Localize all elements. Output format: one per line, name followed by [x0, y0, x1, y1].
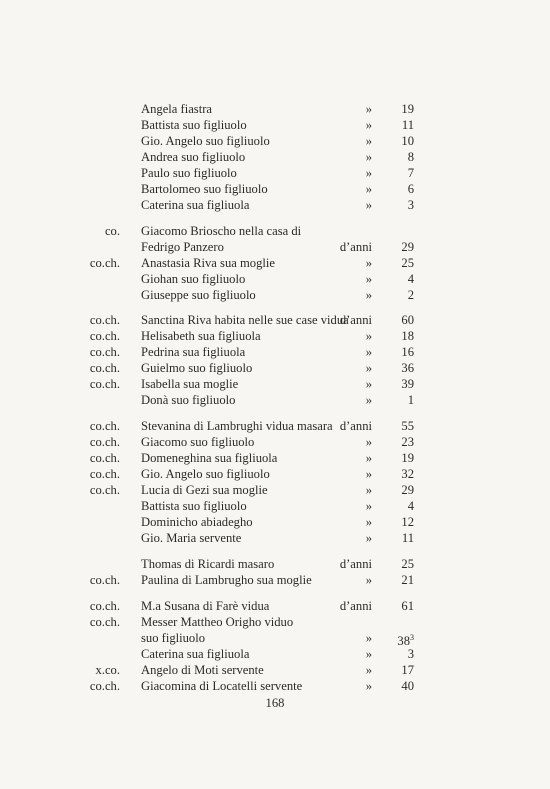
- entry-annotation: »: [365, 377, 372, 391]
- entry-prefix: co.ch.: [89, 573, 120, 587]
- entry-annotation: »: [365, 499, 372, 513]
- entry-name: Guielmo suo figliuolo: [141, 361, 253, 375]
- entry-annotation: »: [365, 272, 372, 286]
- entry-annotation: »: [365, 288, 372, 302]
- entry-prefix: co.ch.: [89, 599, 120, 613]
- entry-name: Battista suo figliuolo: [141, 499, 247, 513]
- entry-name: Angela fiastra: [141, 102, 212, 116]
- entry-annotation: »: [365, 393, 372, 407]
- entry-prefix: co.ch.: [89, 435, 120, 449]
- entry-annotation: »: [365, 647, 372, 661]
- entry-annotation: »: [365, 198, 372, 212]
- entry-age: 19: [401, 451, 414, 465]
- entry-annotation: »: [365, 435, 372, 449]
- entry-age: 39: [401, 377, 414, 391]
- entry-name: Gio. Maria servente: [141, 531, 242, 545]
- entry-age: 61: [401, 599, 414, 613]
- entry-row: [0, 571, 550, 589]
- entry-row: [0, 196, 550, 214]
- entry-prefix: co.ch.: [89, 483, 120, 497]
- entry-age: 8: [407, 150, 414, 164]
- entry-age: 1: [407, 393, 414, 407]
- entry-annotation: d’anni: [339, 419, 372, 433]
- entry-annotation: d’anni: [339, 599, 372, 613]
- entry-name: Lucia di Gezi sua moglie: [141, 483, 268, 497]
- entry-name: Bartolomeo suo figliuolo: [141, 182, 268, 196]
- entry-age: 2: [407, 288, 414, 302]
- entry-prefix: co.ch.: [89, 377, 120, 391]
- entry-age: 4: [407, 272, 414, 286]
- entry-annotation: »: [365, 679, 372, 693]
- entry-name: Caterina sua figliuola: [141, 647, 250, 661]
- entry-annotation: »: [365, 531, 372, 545]
- entry-annotation: »: [365, 663, 372, 677]
- entry-annotation: »: [365, 573, 372, 587]
- entry-name: Gio. Angelo suo figliuolo: [141, 134, 270, 148]
- entry-name: Stevanina di Lambrughi vidua masara: [141, 419, 333, 433]
- entry-age: 36: [401, 361, 414, 375]
- entry-prefix: co.ch.: [89, 451, 120, 465]
- entry-name: Domeneghina sua figliuola: [141, 451, 278, 465]
- entry-age: 17: [401, 663, 414, 677]
- entry-age: $38^3$: [397, 633, 414, 648]
- entry-age: 19: [401, 102, 414, 116]
- entry-name: Isabella sua moglie: [141, 377, 239, 391]
- entry-annotation: »: [365, 451, 372, 465]
- entry-prefix: co.ch.: [89, 679, 120, 693]
- entry-annotation: »: [365, 631, 372, 645]
- entry-name: Paulina di Lambrugho sua moglie: [141, 573, 312, 587]
- entry-annotation: »: [365, 467, 372, 481]
- entry-age: 29: [401, 240, 414, 254]
- entry-prefix: co.ch.: [89, 419, 120, 433]
- entry-annotation: »: [365, 102, 372, 116]
- entry-age: 29: [401, 483, 414, 497]
- entry-name: Giacomo Brioscho nella casa di: [141, 224, 302, 238]
- entry-annotation: »: [365, 134, 372, 148]
- entry-annotation: »: [365, 256, 372, 270]
- entry-name: Fedrigo Panzero: [141, 240, 224, 254]
- entry-prefix: co.ch.: [89, 256, 120, 270]
- entry-prefix: co.ch.: [89, 313, 120, 327]
- entry-age: 18: [401, 329, 414, 343]
- entry-prefix: x.co.: [95, 663, 120, 677]
- entry-prefix: co.ch.: [89, 345, 120, 359]
- entry-age: 60: [401, 313, 414, 327]
- entry-name: suo figliuolo: [141, 631, 206, 645]
- entry-annotation: d’anni: [339, 240, 372, 254]
- entry-age: 4: [407, 499, 414, 513]
- entry-age: 7: [407, 166, 414, 180]
- entry-age: 10: [401, 134, 414, 148]
- entry-age: 16: [401, 345, 414, 359]
- entry-annotation: »: [365, 515, 372, 529]
- entry-annotation: d’anni: [339, 313, 372, 327]
- entry-age: 32: [401, 467, 414, 481]
- entry-age: 3: [407, 198, 414, 212]
- footnote-marker: 3: [410, 633, 414, 642]
- entry-row: [0, 286, 550, 304]
- entry-name: Paulo suo figliuolo: [141, 166, 237, 180]
- entry-name: Giuseppe suo figliuolo: [141, 288, 256, 302]
- entry-name: Pedrina sua figliuola: [141, 345, 246, 359]
- entry-name: Giohan suo figliuolo: [141, 272, 246, 286]
- entry-age: 40: [401, 679, 414, 693]
- entry-row: [0, 529, 550, 547]
- entry-row: [0, 391, 550, 409]
- entry-name: M.a Susana di Farè vidua: [141, 599, 270, 613]
- entry-name: Dominicho abiadegho: [141, 515, 253, 529]
- entry-prefix: co.: [104, 224, 120, 238]
- entry-age: 23: [401, 435, 414, 449]
- page-number: 168: [265, 696, 285, 710]
- entry-name: Battista suo figliuolo: [141, 118, 247, 132]
- entry-annotation: »: [365, 361, 372, 375]
- entry-name: Giacomina di Locatelli servente: [141, 679, 303, 693]
- entry-name: Sanctina Riva habita nelle sue case vidua: [141, 313, 349, 327]
- entry-name: Angelo di Moti servente: [141, 663, 264, 677]
- entry-annotation: d’anni: [339, 557, 372, 571]
- entry-annotation: »: [365, 118, 372, 132]
- entry-age: 12: [401, 515, 414, 529]
- entry-annotation: »: [365, 345, 372, 359]
- entry-prefix: co.ch.: [89, 615, 120, 629]
- entry-name: Helisabeth sua figliuola: [141, 329, 261, 343]
- entry-annotation: »: [365, 329, 372, 343]
- entry-name: Giacomo suo figliuolo: [141, 435, 255, 449]
- entry-name: Caterina sua figliuola: [141, 198, 250, 212]
- entry-prefix: co.ch.: [89, 361, 120, 375]
- entry-name: Donà suo figliuolo: [141, 393, 236, 407]
- entry-annotation: »: [365, 483, 372, 497]
- entry-annotation: »: [365, 182, 372, 196]
- entry-age: 21: [401, 573, 414, 587]
- entry-age: 11: [401, 531, 414, 545]
- entry-age: 6: [407, 182, 414, 196]
- entry-age: 25: [401, 256, 414, 270]
- entry-name: Thomas di Ricardi masaro: [141, 557, 275, 571]
- entry-name: Andrea suo figliuolo: [141, 150, 246, 164]
- entry-age: 11: [401, 118, 414, 132]
- entry-age: 3: [407, 647, 414, 661]
- entry-row: [0, 677, 550, 695]
- entry-prefix: co.ch.: [89, 467, 120, 481]
- entry-age: 25: [401, 557, 414, 571]
- entry-prefix: co.ch.: [89, 329, 120, 343]
- entry-age: 55: [401, 419, 414, 433]
- entry-annotation: »: [365, 166, 372, 180]
- entry-name: Anastasia Riva sua moglie: [141, 256, 275, 270]
- entry-name: Gio. Angelo suo figliuolo: [141, 467, 270, 481]
- entry-annotation: »: [365, 150, 372, 164]
- entry-name: Messer Mattheo Origho viduo: [141, 615, 294, 629]
